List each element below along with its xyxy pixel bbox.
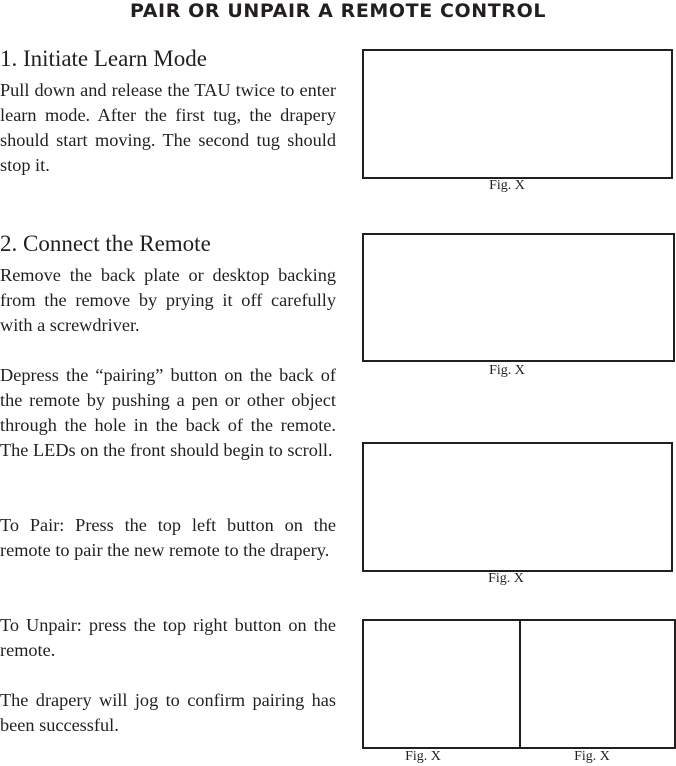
figure-placeholder-2	[362, 233, 675, 362]
section-heading-learn-mode: 1. Initiate Learn Mode	[0, 46, 207, 71]
figure-caption-4: Fig. X	[405, 749, 441, 764]
figure-placeholder-4	[362, 619, 521, 749]
section-heading-connect-remote: 2. Connect the Remote	[0, 231, 211, 256]
figure-placeholder-1	[362, 49, 673, 179]
remove-back-plate-paragraph: Remove the back plate or desktop backing from the remove by prying it off carefully with a screwdriver.	[0, 265, 336, 335]
figure-caption-5: Fig. X	[574, 749, 610, 764]
to-unpair-paragraph: To Unpair: press the top right button on the remote.	[0, 615, 336, 660]
confirm-pairing-paragraph: The drapery will jog to confirm pairing has been successful.	[0, 690, 336, 735]
figure-placeholder-3	[362, 442, 673, 572]
to-pair-paragraph: To Pair: Press the top left button on the remote to pair the new remote to the drapery.	[0, 515, 336, 560]
page-title: PAIR OR UNPAIR A REMOTE CONTROL	[129, 0, 547, 22]
figure-caption-1: Fig. X	[489, 178, 525, 193]
figure-caption-2: Fig. X	[489, 363, 525, 378]
learn-mode-paragraph: Pull down and release the TAU twice to enter learn mode. After the first tug, the drapery should start moving. The second tug should stop it.	[0, 80, 336, 175]
pairing-button-paragraph: Depress the “pairing” button on the back of the remote by pushing a pen or other object through the hole in the back of the remote. The LEDs on the front should begin to scroll.	[0, 365, 336, 460]
figure-placeholder-5	[519, 619, 676, 749]
figure-caption-3: Fig. X	[488, 571, 524, 586]
